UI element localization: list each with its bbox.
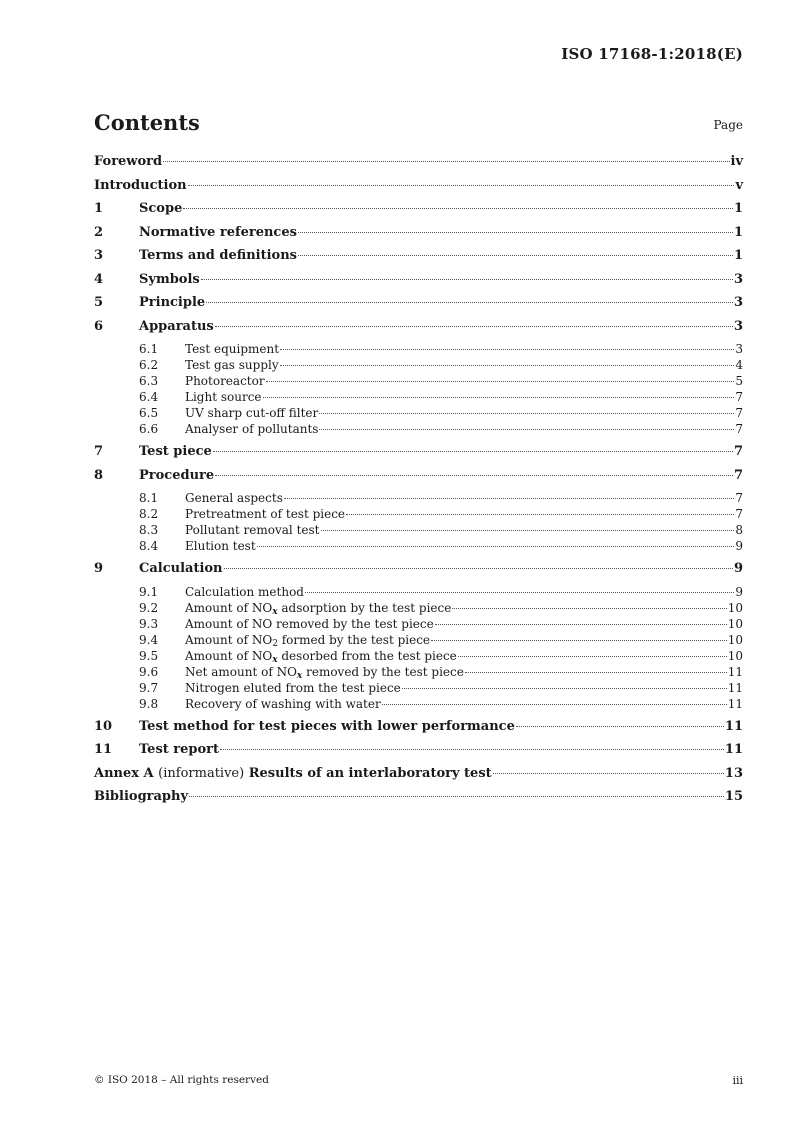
toc-entry-procedure[interactable]: 8 Procedure 7 — [94, 467, 743, 483]
toc-subentry[interactable]: 8.1 General aspects 7 — [139, 491, 743, 505]
leader-dots — [224, 568, 733, 569]
toc-entry-scope[interactable]: 1 Scope 1 — [94, 201, 743, 216]
leader-dots — [382, 704, 727, 705]
leader-dots — [220, 749, 724, 750]
leader-dots — [305, 592, 734, 593]
toc-subentry[interactable]: 8.3 Pollutant removal test 8 — [139, 523, 743, 537]
leader-dots — [188, 185, 735, 186]
toc-entry-introduction[interactable]: Introduction v — [94, 177, 743, 193]
leader-dots — [319, 429, 734, 430]
toc-subentry[interactable]: 9.3 Amount of NO removed by the test piece 10 — [139, 616, 743, 631]
toc-subentry[interactable]: 9.1 Calculation method 9 — [139, 584, 743, 599]
toc-entry-symbols[interactable]: 4 Symbols 3 — [94, 271, 743, 287]
leader-dots — [298, 255, 733, 256]
leader-dots — [493, 773, 724, 774]
toc-subentry[interactable]: 6.4 Light source 7 — [139, 390, 743, 404]
toc-subentry[interactable]: 6.6 Analyser of pollutants 7 — [139, 422, 743, 436]
leader-dots — [163, 161, 729, 162]
leader-dots — [435, 624, 727, 625]
leader-dots — [215, 326, 733, 327]
toc-entry-annex-a[interactable]: Annex A (informative) Results of an interlaboratory test 13 — [94, 765, 743, 781]
toc-entry-bibliography[interactable]: Bibliography 15 — [94, 789, 743, 804]
page-title: Contents — [94, 110, 200, 135]
leader-dots — [213, 451, 733, 452]
footer-copyright: © ISO 2018 – All rights reserved — [94, 1074, 269, 1086]
leader-dots — [215, 475, 733, 476]
toc-subentry[interactable]: 8.2 Pretreatment of test piece 7 — [139, 507, 743, 521]
footer-page-number: iii — [732, 1074, 743, 1087]
toc-subentry[interactable]: 9.5 Amount of $NO_x$ desorbed from the test piece 10 — [139, 648, 743, 665]
page-column-label: Page — [713, 118, 743, 132]
document-id: ISO 17168-1:2018(E) — [561, 45, 743, 63]
toc-entry-principle[interactable]: 5 Principle 3 — [94, 295, 743, 310]
leader-dots — [431, 640, 727, 641]
leader-dots — [266, 381, 735, 382]
toc-subentry[interactable]: 9.4 Amount of $NO_2$ formed by the test piece 10 — [139, 632, 743, 649]
toc-entry-normative-references[interactable]: 2 Normative references 1 — [94, 224, 743, 240]
leader-dots — [452, 608, 726, 609]
leader-dots — [183, 208, 733, 209]
leader-dots — [346, 514, 734, 515]
table-of-contents — [94, 154, 743, 813]
toc-subentry[interactable]: 6.3 Photoreactor 5 — [139, 374, 743, 388]
toc-subentry[interactable]: 8.4 Elution test 9 — [139, 539, 743, 553]
leader-dots — [284, 498, 735, 499]
toc-entry-calculation[interactable]: 9 Calculation 9 — [94, 561, 743, 576]
leader-dots — [280, 349, 734, 350]
leader-dots — [263, 397, 735, 398]
leader-dots — [402, 688, 727, 689]
toc-subentry[interactable]: 9.2 Amount of $NO_x$ adsorption by the test piece 10 — [139, 600, 743, 617]
toc-entry-foreword[interactable]: Foreword iv — [94, 154, 743, 169]
toc-entry-terms[interactable]: 3 Terms and definitions 1 — [94, 248, 743, 263]
toc-subentry[interactable]: 6.1 Test equipment 3 — [139, 342, 743, 356]
leader-dots — [280, 365, 735, 366]
toc-entry-lower-performance[interactable]: 10 Test method for test pieces with lower performance 11 — [94, 718, 743, 734]
leader-dots — [257, 546, 735, 547]
toc-subentry[interactable]: 9.8 Recovery of washing with water 11 — [139, 696, 743, 711]
leader-dots — [298, 232, 733, 233]
leader-dots — [319, 413, 734, 414]
leader-dots — [321, 530, 735, 531]
leader-dots — [206, 302, 733, 303]
toc-subentry[interactable]: 9.6 Net amount of $NO_x$ removed by the test piece 11 — [139, 664, 743, 681]
leader-dots — [465, 672, 727, 673]
leader-dots — [458, 656, 727, 657]
leader-dots — [189, 796, 724, 797]
toc-entry-test-piece[interactable]: 7 Test piece 7 — [94, 444, 743, 459]
toc-subentry[interactable]: 9.7 Nitrogen eluted from the test piece 11 — [139, 680, 743, 695]
toc-entry-test-report[interactable]: 11 Test report 11 — [94, 742, 743, 757]
leader-dots — [516, 726, 724, 727]
toc-subentry[interactable]: 6.5 UV sharp cut-off filter 7 — [139, 406, 743, 420]
toc-entry-apparatus[interactable]: 6 Apparatus 3 — [94, 318, 743, 334]
leader-dots — [201, 279, 733, 280]
toc-subentry[interactable]: 6.2 Test gas supply 4 — [139, 358, 743, 372]
